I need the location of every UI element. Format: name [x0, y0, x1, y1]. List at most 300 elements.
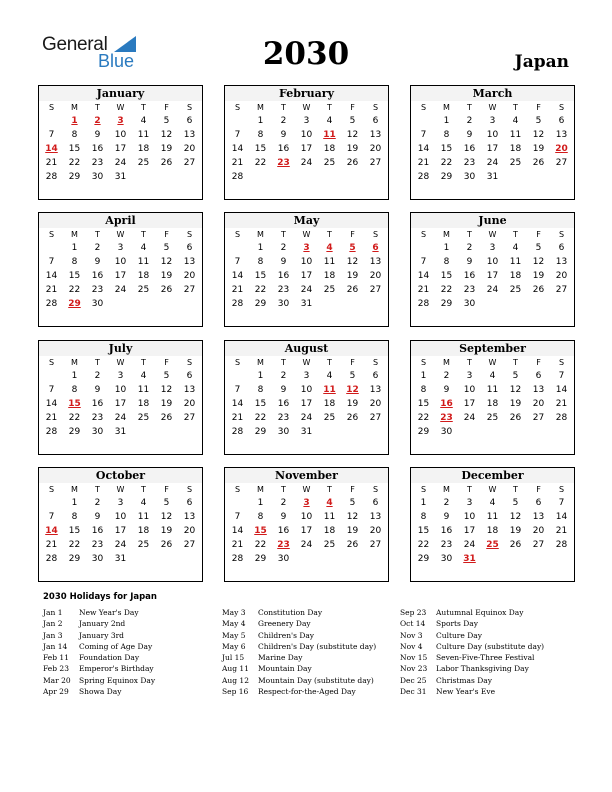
day-cell: 14: [231, 144, 244, 154]
day-cell: 30: [463, 172, 476, 182]
day-cell: 29: [440, 172, 453, 182]
weekday-label: S: [186, 485, 193, 494]
week-row: [39, 369, 202, 383]
week-row: [39, 241, 202, 255]
holiday-entry: [43, 652, 155, 663]
weekday-label: T: [513, 103, 518, 112]
week-row: [225, 255, 388, 269]
day-cell: 16: [440, 526, 453, 536]
holiday-name: Seven-Five-Three Festival: [436, 653, 535, 663]
holiday-day-cell: 23: [277, 540, 290, 550]
holiday-column: [222, 607, 376, 697]
empty-day: [412, 241, 435, 255]
day-cell: 18: [137, 526, 150, 536]
day-cell: 21: [555, 526, 568, 536]
day-cell: 24: [300, 285, 313, 295]
weekday-header: [39, 356, 202, 369]
empty-day: [318, 425, 341, 439]
day-cell: 14: [231, 271, 244, 281]
week-row: [39, 142, 202, 156]
day-cell: 4: [140, 116, 147, 126]
day-cell: 5: [163, 371, 170, 381]
day-cell: 26: [532, 158, 545, 168]
day-cell: 1: [443, 243, 450, 253]
day-cell: 25: [137, 540, 150, 550]
day-cell: 12: [160, 385, 173, 395]
week-row: [225, 383, 388, 397]
day-cell: 19: [346, 144, 359, 154]
empty-day: [527, 297, 550, 311]
day-cell: 21: [231, 413, 244, 423]
day-cell: 16: [277, 271, 290, 281]
day-cell: 21: [231, 285, 244, 295]
weekday-label: T: [327, 103, 332, 112]
day-cell: 11: [137, 385, 150, 395]
day-cell: 8: [71, 257, 78, 267]
logo-general-text: General: [42, 34, 108, 55]
week-row: [39, 114, 202, 128]
day-cell: 17: [463, 526, 476, 536]
weekday-label: S: [48, 103, 55, 112]
day-cell: 4: [489, 371, 496, 381]
holiday-name: New Year's Day: [79, 608, 139, 617]
day-cell: 23: [91, 285, 104, 295]
week-row: [225, 524, 388, 538]
day-cell: 10: [114, 257, 127, 267]
weekday-label: W: [488, 485, 497, 494]
day-cell: 13: [369, 257, 382, 267]
day-cell: 11: [137, 257, 150, 267]
day-cell: 15: [254, 144, 267, 154]
day-cell: 18: [323, 271, 336, 281]
holiday-name: Children's Day: [258, 630, 315, 640]
day-cell: 1: [257, 243, 264, 253]
weekday-label: T: [467, 103, 472, 112]
day-cell: 5: [535, 243, 542, 253]
weekday-label: F: [536, 358, 541, 367]
week-row: [39, 255, 202, 269]
day-cell: 20: [183, 271, 196, 281]
day-cell: 7: [234, 257, 241, 267]
empty-day: [295, 552, 318, 566]
day-cell: 15: [417, 526, 430, 536]
day-cell: 15: [254, 271, 267, 281]
day-cell: 17: [114, 399, 127, 409]
day-cell: 9: [94, 512, 101, 522]
day-cell: 13: [183, 385, 196, 395]
day-cell: 1: [71, 243, 78, 253]
empty-day: [504, 425, 527, 439]
day-cell: 17: [114, 271, 127, 281]
day-cell: 27: [555, 158, 568, 168]
day-cell: 21: [45, 413, 58, 423]
day-cell: 6: [372, 498, 379, 508]
day-cell: 23: [91, 158, 104, 168]
empty-day: [341, 425, 364, 439]
day-cell: 1: [257, 498, 264, 508]
day-cell: 8: [420, 512, 427, 522]
holiday-day-cell: 20: [555, 144, 568, 154]
holiday-day-cell: 23: [440, 413, 453, 423]
day-cell: 4: [512, 116, 519, 126]
empty-day: [178, 425, 201, 439]
day-cell: 26: [160, 158, 173, 168]
day-cell: 7: [48, 512, 55, 522]
weekday-label: W: [488, 230, 497, 239]
day-cell: 24: [300, 158, 313, 168]
holiday-entry: [400, 641, 544, 652]
day-cell: 23: [463, 285, 476, 295]
empty-day: [40, 496, 63, 510]
day-cell: 16: [277, 144, 290, 154]
week-row: [225, 142, 388, 156]
day-cell: 22: [254, 413, 267, 423]
holiday-date: Feb 23: [43, 664, 69, 674]
week-row: [411, 510, 574, 524]
day-cell: 24: [300, 540, 313, 550]
day-cell: 30: [91, 299, 104, 309]
day-cell: 1: [71, 371, 78, 381]
day-cell: 10: [114, 385, 127, 395]
day-cell: 12: [160, 257, 173, 267]
holiday-day-cell: 6: [372, 243, 379, 253]
empty-day: [155, 297, 178, 311]
day-cell: 7: [558, 498, 565, 508]
day-cell: 7: [420, 130, 427, 140]
week-row: [411, 241, 574, 255]
week-row: [225, 241, 388, 255]
weekday-label: S: [558, 103, 565, 112]
holiday-name: Mountain Day: [258, 664, 312, 674]
day-cell: 30: [463, 299, 476, 309]
day-cell: 18: [323, 399, 336, 409]
day-cell: 12: [346, 512, 359, 522]
day-cell: 3: [117, 371, 124, 381]
day-cell: 8: [257, 257, 264, 267]
empty-day: [364, 170, 387, 184]
weekday-label: S: [372, 103, 379, 112]
day-cell: 6: [372, 116, 379, 126]
week-row: [39, 283, 202, 297]
holiday-entry: [400, 618, 544, 629]
holiday-entry: [43, 675, 155, 686]
day-cell: 16: [91, 144, 104, 154]
day-cell: 27: [183, 285, 196, 295]
weekday-label: T: [467, 485, 472, 494]
holiday-name: Respect-for-the-Aged Day: [258, 687, 356, 697]
holiday-name: Culture Day (substitute day): [436, 641, 545, 651]
holiday-date: May 5: [222, 630, 246, 640]
day-cell: 25: [323, 413, 336, 423]
day-cell: 2: [443, 371, 450, 381]
weekday-label: M: [257, 103, 264, 112]
day-cell: 6: [558, 116, 565, 126]
day-cell: 19: [509, 526, 522, 536]
weekday-label: S: [420, 358, 427, 367]
weekday-label: W: [302, 485, 311, 494]
day-cell: 8: [257, 512, 264, 522]
weekday-label: W: [302, 103, 311, 112]
day-cell: 23: [440, 540, 453, 550]
week-row: [411, 524, 574, 538]
day-cell: 8: [71, 512, 78, 522]
holiday-date: Jan 1: [43, 608, 63, 617]
week-row: [225, 397, 388, 411]
day-cell: 8: [420, 385, 427, 395]
day-cell: 29: [68, 554, 81, 564]
day-cell: 23: [91, 413, 104, 423]
weekday-label: M: [71, 103, 78, 112]
weekday-label: T: [141, 230, 146, 239]
day-cell: 20: [183, 144, 196, 154]
empty-day: [550, 552, 573, 566]
empty-day: [458, 425, 481, 439]
week-row: [39, 411, 202, 425]
day-cell: 4: [140, 243, 147, 253]
day-cell: 3: [117, 243, 124, 253]
week-row: [225, 297, 388, 311]
day-cell: 5: [349, 371, 356, 381]
weekday-label: F: [536, 103, 541, 112]
week-row: [39, 552, 202, 566]
holiday-entry: [43, 641, 155, 652]
day-cell: 16: [277, 526, 290, 536]
weekday-label: M: [443, 358, 450, 367]
day-cell: 26: [509, 540, 522, 550]
day-cell: 18: [509, 144, 522, 154]
weekday-header: [39, 228, 202, 241]
weekday-label: T: [281, 103, 286, 112]
holiday-name: Greenery Day: [258, 619, 311, 629]
day-cell: 9: [94, 385, 101, 395]
weekday-label: M: [71, 230, 78, 239]
empty-day: [550, 170, 573, 184]
day-cell: 24: [300, 413, 313, 423]
weekday-label: T: [513, 230, 518, 239]
holiday-name: Autumnal Equinox Day: [436, 608, 524, 617]
week-row: [225, 128, 388, 142]
holiday-entry: [400, 675, 544, 686]
day-cell: 12: [509, 385, 522, 395]
day-cell: 30: [277, 554, 290, 564]
day-cell: 4: [140, 498, 147, 508]
week-row: [225, 369, 388, 383]
weekday-header: [411, 483, 574, 496]
weekday-label: F: [164, 358, 169, 367]
month-august: [224, 340, 389, 455]
weekday-label: F: [350, 103, 355, 112]
empty-day: [318, 552, 341, 566]
day-cell: 12: [346, 130, 359, 140]
holidays-title: 2030 Holidays for Japan: [43, 592, 157, 602]
weekday-header: [225, 356, 388, 369]
day-cell: 13: [369, 385, 382, 395]
day-cell: 18: [486, 526, 499, 536]
weekday-label: S: [372, 485, 379, 494]
day-cell: 13: [369, 512, 382, 522]
day-cell: 27: [369, 285, 382, 295]
day-cell: 13: [532, 385, 545, 395]
empty-day: [527, 170, 550, 184]
day-cell: 3: [303, 116, 310, 126]
day-cell: 16: [91, 271, 104, 281]
weekday-label: S: [186, 230, 193, 239]
day-cell: 10: [114, 130, 127, 140]
weekday-header: [411, 228, 574, 241]
day-cell: 10: [300, 385, 313, 395]
month-name: November: [225, 468, 388, 483]
month-name: December: [411, 468, 574, 483]
day-cell: 16: [91, 526, 104, 536]
day-cell: 20: [532, 526, 545, 536]
day-cell: 16: [91, 399, 104, 409]
week-row: [39, 128, 202, 142]
holiday-entry: [400, 630, 544, 641]
holiday-day-cell: 3: [303, 243, 310, 253]
day-cell: 1: [257, 116, 264, 126]
day-cell: 2: [466, 243, 473, 253]
day-cell: 18: [486, 399, 499, 409]
holiday-name: Labor Thanksgiving Day: [436, 664, 529, 674]
holiday-entry: [222, 630, 376, 641]
day-cell: 14: [45, 399, 58, 409]
logo-blue-text: Blue: [98, 51, 135, 71]
day-cell: 25: [323, 158, 336, 168]
day-cell: 30: [277, 427, 290, 437]
day-cell: 19: [160, 399, 173, 409]
day-cell: 3: [117, 498, 124, 508]
day-cell: 2: [94, 371, 101, 381]
day-cell: 26: [160, 413, 173, 423]
day-cell: 19: [160, 144, 173, 154]
weekday-header: [411, 356, 574, 369]
day-cell: 6: [186, 498, 193, 508]
day-cell: 23: [277, 413, 290, 423]
day-cell: 28: [417, 299, 430, 309]
empty-day: [178, 170, 201, 184]
week-row: [225, 283, 388, 297]
month-name: June: [411, 213, 574, 228]
day-cell: 23: [463, 158, 476, 168]
day-cell: 22: [68, 285, 81, 295]
day-cell: 19: [160, 271, 173, 281]
empty-day: [295, 170, 318, 184]
day-cell: 21: [417, 158, 430, 168]
holiday-day-cell: 4: [326, 243, 333, 253]
week-row: [225, 411, 388, 425]
day-cell: 23: [91, 540, 104, 550]
week-row: [225, 269, 388, 283]
day-cell: 17: [463, 399, 476, 409]
weekday-label: W: [116, 103, 125, 112]
day-cell: 13: [183, 257, 196, 267]
empty-day: [341, 297, 364, 311]
holiday-name: New Year's Eve: [436, 687, 496, 697]
weekday-label: M: [257, 485, 264, 494]
day-cell: 5: [163, 116, 170, 126]
weekday-label: S: [186, 358, 193, 367]
day-cell: 4: [512, 243, 519, 253]
day-cell: 8: [71, 385, 78, 395]
day-cell: 28: [45, 427, 58, 437]
holiday-name: Sports Day: [436, 619, 479, 629]
week-row: [39, 510, 202, 524]
holiday-column: [400, 607, 544, 697]
holiday-day-cell: 3: [303, 498, 310, 508]
holiday-entry: [43, 630, 155, 641]
day-cell: 27: [183, 413, 196, 423]
day-cell: 9: [280, 385, 287, 395]
day-cell: 3: [303, 371, 310, 381]
day-cell: 2: [466, 116, 473, 126]
day-cell: 7: [558, 371, 565, 381]
holiday-day-cell: 14: [45, 144, 58, 154]
day-cell: 9: [443, 385, 450, 395]
weekday-label: S: [234, 230, 241, 239]
month-name: August: [225, 341, 388, 356]
holiday-date: Jan 3: [43, 630, 63, 640]
holiday-day-cell: 5: [349, 243, 356, 253]
day-cell: 5: [349, 116, 356, 126]
day-cell: 8: [443, 257, 450, 267]
day-cell: 2: [280, 116, 287, 126]
week-row: [39, 496, 202, 510]
holiday-date: Nov 15: [400, 653, 428, 663]
day-cell: 14: [231, 399, 244, 409]
holiday-date: Feb 11: [43, 653, 69, 663]
day-cell: 28: [45, 172, 58, 182]
day-cell: 22: [68, 540, 81, 550]
weekday-label: F: [350, 230, 355, 239]
day-cell: 28: [45, 554, 58, 564]
holiday-date: Nov 3: [400, 630, 423, 640]
holiday-date: Nov 23: [400, 664, 428, 674]
weekday-header: [39, 483, 202, 496]
day-cell: 20: [369, 526, 382, 536]
day-cell: 28: [231, 299, 244, 309]
week-row: [411, 297, 574, 311]
day-cell: 15: [68, 144, 81, 154]
day-cell: 28: [231, 554, 244, 564]
weekday-label: W: [116, 358, 125, 367]
day-cell: 2: [443, 498, 450, 508]
day-cell: 11: [486, 512, 499, 522]
empty-day: [550, 425, 573, 439]
day-cell: 26: [346, 158, 359, 168]
day-cell: 29: [254, 427, 267, 437]
holiday-date: Jan 14: [43, 641, 68, 651]
holiday-date: Sep 16: [222, 687, 249, 697]
day-cell: 29: [68, 172, 81, 182]
day-cell: 18: [137, 271, 150, 281]
weekday-label: T: [95, 358, 100, 367]
week-row: [411, 114, 574, 128]
holiday-entry: [43, 607, 155, 618]
weekday-label: W: [116, 230, 125, 239]
holiday-entry: [222, 686, 376, 697]
empty-day: [481, 552, 504, 566]
day-cell: 22: [254, 158, 267, 168]
weekday-label: W: [488, 103, 497, 112]
day-cell: 27: [183, 158, 196, 168]
week-row: [39, 269, 202, 283]
day-cell: 13: [369, 130, 382, 140]
day-cell: 14: [555, 512, 568, 522]
day-cell: 15: [68, 271, 81, 281]
holiday-date: Aug 11: [222, 664, 249, 674]
day-cell: 26: [160, 285, 173, 295]
day-cell: 21: [555, 399, 568, 409]
